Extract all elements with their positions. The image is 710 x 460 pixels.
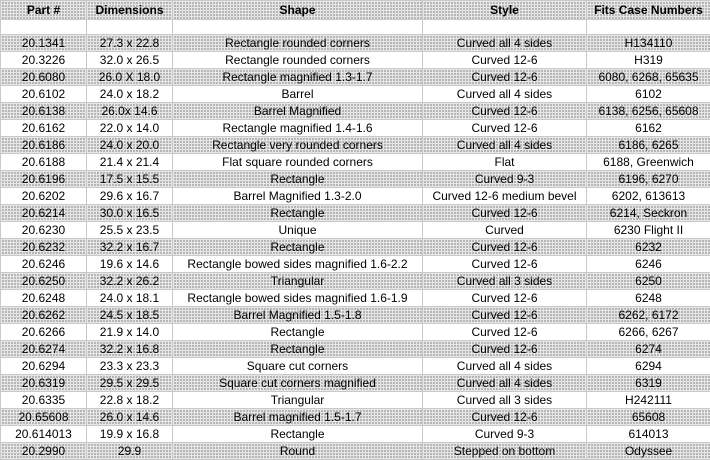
cell-dimensions: 17.5 x 15.5 — [87, 171, 173, 188]
cell-style: Curved — [423, 222, 587, 239]
cell-part: 20.6335 — [1, 392, 87, 409]
cell-fits: 6102 — [587, 86, 710, 103]
cell-dimensions: 32.2 x 16.7 — [87, 239, 173, 256]
cell-dimensions: 22.0 x 14.0 — [87, 120, 173, 137]
cell-fits: 6230 Flight II — [587, 222, 710, 239]
empty-cell — [587, 20, 710, 35]
cell-part: 20.614013 — [1, 426, 87, 443]
cell-fits: Odyssee — [587, 443, 710, 460]
cell-shape: Unique — [173, 222, 423, 239]
cell-dimensions: 29.6 x 16.7 — [87, 188, 173, 205]
cell-fits: 6266, 6267 — [587, 324, 710, 341]
cell-dimensions: 27.3 x 22.8 — [87, 35, 173, 52]
cell-style: Curved 12-6 — [423, 409, 587, 426]
cell-dimensions: 32.2 x 16.8 — [87, 341, 173, 358]
cell-part: 20.6214 — [1, 205, 87, 222]
cell-fits: 614013 — [587, 426, 710, 443]
cell-part: 20.6248 — [1, 290, 87, 307]
cell-shape: Rectangle — [173, 341, 423, 358]
table-row — [1, 69, 710, 86]
table-body — [1, 20, 710, 460]
table-row — [1, 222, 710, 239]
cell-part: 20.6202 — [1, 188, 87, 205]
table-row — [1, 307, 710, 324]
cell-shape: Rectangle magnified 1.4-1.6 — [173, 120, 423, 137]
spacer-row — [1, 20, 710, 35]
cell-style: Curved 12-6 — [423, 256, 587, 273]
cell-style: Curved all 3 sides — [423, 392, 587, 409]
cell-dimensions: 21.9 x 14.0 — [87, 324, 173, 341]
cell-part: 20.3226 — [1, 52, 87, 69]
cell-fits: 6188, Greenwich — [587, 154, 710, 171]
cell-fits: 6294 — [587, 358, 710, 375]
cell-dimensions: 26.0 X 18.0 — [87, 69, 173, 86]
cell-dimensions: 32.0 x 26.5 — [87, 52, 173, 69]
cell-style: Curved all 4 sides — [423, 358, 587, 375]
table-row — [1, 188, 710, 205]
cell-dimensions: 26.0x 14.6 — [87, 103, 173, 120]
cell-style: Curved 12-6 — [423, 103, 587, 120]
empty-cell — [423, 20, 587, 35]
cell-dimensions: 19.6 x 14.6 — [87, 256, 173, 273]
empty-cell — [87, 20, 173, 35]
cell-part: 20.6230 — [1, 222, 87, 239]
cell-fits: 6250 — [587, 273, 710, 290]
cell-fits: 6274 — [587, 341, 710, 358]
cell-dimensions: 29.5 x 29.5 — [87, 375, 173, 392]
cell-dimensions: 24.0 x 18.2 — [87, 86, 173, 103]
table-row — [1, 341, 710, 358]
col-header-style: Style — [423, 1, 587, 20]
cell-style: Curved 9-3 — [423, 426, 587, 443]
cell-shape: Rectangle — [173, 205, 423, 222]
table-row — [1, 137, 710, 154]
cell-style: Curved 12-6 — [423, 239, 587, 256]
cell-dimensions: 24.0 x 20.0 — [87, 137, 173, 154]
table-row — [1, 273, 710, 290]
cell-style: Curved 12-6 — [423, 307, 587, 324]
cell-style: Curved 12-6 — [423, 120, 587, 137]
cell-style: Curved 9-3 — [423, 171, 587, 188]
cell-shape: Barrel magnified 1.5-1.7 — [173, 409, 423, 426]
cell-dimensions: 30.0 x 16.5 — [87, 205, 173, 222]
cell-dimensions: 23.3 x 23.3 — [87, 358, 173, 375]
cell-style: Curved 12-6 — [423, 52, 587, 69]
cell-dimensions: 29.9 — [87, 443, 173, 460]
cell-shape: Barrel Magnified 1.5-1.8 — [173, 307, 423, 324]
cell-fits: 6202, 613613 — [587, 188, 710, 205]
cell-shape: Square cut corners magnified — [173, 375, 423, 392]
cell-shape: Rectangle rounded corners — [173, 52, 423, 69]
cell-dimensions: 22.8 x 18.2 — [87, 392, 173, 409]
cell-dimensions: 24.5 x 18.5 — [87, 307, 173, 324]
table-row — [1, 256, 710, 273]
cell-shape: Triangular — [173, 392, 423, 409]
table-row — [1, 154, 710, 171]
cell-dimensions: 25.5 x 23.5 — [87, 222, 173, 239]
cell-shape: Rectangle rounded corners — [173, 35, 423, 52]
cell-shape: Triangular — [173, 273, 423, 290]
cell-fits: 65608 — [587, 409, 710, 426]
cell-fits: H134110 — [587, 35, 710, 52]
cell-style: Curved 12-6 medium bevel — [423, 188, 587, 205]
cell-part: 20.6294 — [1, 358, 87, 375]
cell-part: 20.6138 — [1, 103, 87, 120]
cell-fits: 6162 — [587, 120, 710, 137]
cell-fits: 6319 — [587, 375, 710, 392]
cell-part: 20.6196 — [1, 171, 87, 188]
table-row — [1, 120, 710, 137]
cell-fits: 6214, Seckron — [587, 205, 710, 222]
cell-shape: Square cut corners — [173, 358, 423, 375]
cell-shape: Barrel — [173, 86, 423, 103]
cell-fits: 6262, 6172 — [587, 307, 710, 324]
cell-shape: Rectangle bowed sides magnified 1.6-2.2 — [173, 256, 423, 273]
cell-shape: Rectangle — [173, 239, 423, 256]
cell-part: 20.65608 — [1, 409, 87, 426]
cell-shape: Flat square rounded corners — [173, 154, 423, 171]
cell-style: Curved 12-6 — [423, 205, 587, 222]
cell-style: Flat — [423, 154, 587, 171]
cell-shape: Rectangle bowed sides magnified 1.6-1.9 — [173, 290, 423, 307]
cell-part: 20.6232 — [1, 239, 87, 256]
cell-part: 20.6188 — [1, 154, 87, 171]
table-row — [1, 324, 710, 341]
cell-shape: Barrel Magnified — [173, 103, 423, 120]
cell-part: 20.6186 — [1, 137, 87, 154]
table-row — [1, 426, 710, 443]
cell-style: Curved all 4 sides — [423, 35, 587, 52]
cell-part: 20.6102 — [1, 86, 87, 103]
table-row — [1, 171, 710, 188]
cell-dimensions: 32.2 x 26.2 — [87, 273, 173, 290]
table-row — [1, 239, 710, 256]
cell-shape: Rectangle — [173, 171, 423, 188]
cell-part: 20.6250 — [1, 273, 87, 290]
cell-fits: 6080, 6268, 65635 — [587, 69, 710, 86]
table-row — [1, 35, 710, 52]
cell-part: 20.6162 — [1, 120, 87, 137]
col-header-part: Part # — [1, 1, 87, 20]
empty-cell — [173, 20, 423, 35]
cell-dimensions: 24.0 x 18.1 — [87, 290, 173, 307]
col-header-fits: Fits Case Numbers — [587, 1, 710, 20]
table-row — [1, 409, 710, 426]
cell-style: Stepped on bottom — [423, 443, 587, 460]
cell-dimensions: 21.4 x 21.4 — [87, 154, 173, 171]
cell-fits: H242111 — [587, 392, 710, 409]
header-row — [1, 1, 710, 20]
cell-part: 20.1341 — [1, 35, 87, 52]
cell-fits: 6232 — [587, 239, 710, 256]
cell-shape: Rectangle magnified 1.3-1.7 — [173, 69, 423, 86]
cell-style: Curved 12-6 — [423, 69, 587, 86]
cell-fits: 6138, 6256, 65608 — [587, 103, 710, 120]
cell-shape: Round — [173, 443, 423, 460]
cell-style: Curved all 3 sides — [423, 273, 587, 290]
col-header-shape: Shape — [173, 1, 423, 20]
col-header-dimensions: Dimensions — [87, 1, 173, 20]
cell-part: 20.6266 — [1, 324, 87, 341]
table-row — [1, 290, 710, 307]
table-row — [1, 103, 710, 120]
cell-style: Curved 12-6 — [423, 341, 587, 358]
cell-part: 20.6080 — [1, 69, 87, 86]
cell-dimensions: 26.0 x 14.6 — [87, 409, 173, 426]
cell-shape: Barrel Magnified 1.3-2.0 — [173, 188, 423, 205]
cell-dimensions: 19.9 x 16.8 — [87, 426, 173, 443]
table-row — [1, 205, 710, 222]
cell-style: Curved all 4 sides — [423, 375, 587, 392]
cell-part: 20.6319 — [1, 375, 87, 392]
table-row — [1, 52, 710, 69]
cell-part: 20.6274 — [1, 341, 87, 358]
cell-shape: Rectangle very rounded corners — [173, 137, 423, 154]
cell-style: Curved all 4 sides — [423, 137, 587, 154]
cell-part: 20.6246 — [1, 256, 87, 273]
cell-fits: 6246 — [587, 256, 710, 273]
cell-style: Curved all 4 sides — [423, 86, 587, 103]
cell-fits: 6196, 6270 — [587, 171, 710, 188]
cell-part: 20.6262 — [1, 307, 87, 324]
empty-cell — [1, 20, 87, 35]
cell-style: Curved 12-6 — [423, 324, 587, 341]
cell-style: Curved 12-6 — [423, 290, 587, 307]
table-row — [1, 86, 710, 103]
table-row — [1, 443, 710, 460]
cell-part: 20.2990 — [1, 443, 87, 460]
table-row — [1, 375, 710, 392]
cell-fits: 6186, 6265 — [587, 137, 710, 154]
cell-fits: 6248 — [587, 290, 710, 307]
cell-shape: Rectangle — [173, 426, 423, 443]
table-row — [1, 392, 710, 409]
cell-fits: H319 — [587, 52, 710, 69]
table-row — [1, 358, 710, 375]
cell-shape: Rectangle — [173, 324, 423, 341]
